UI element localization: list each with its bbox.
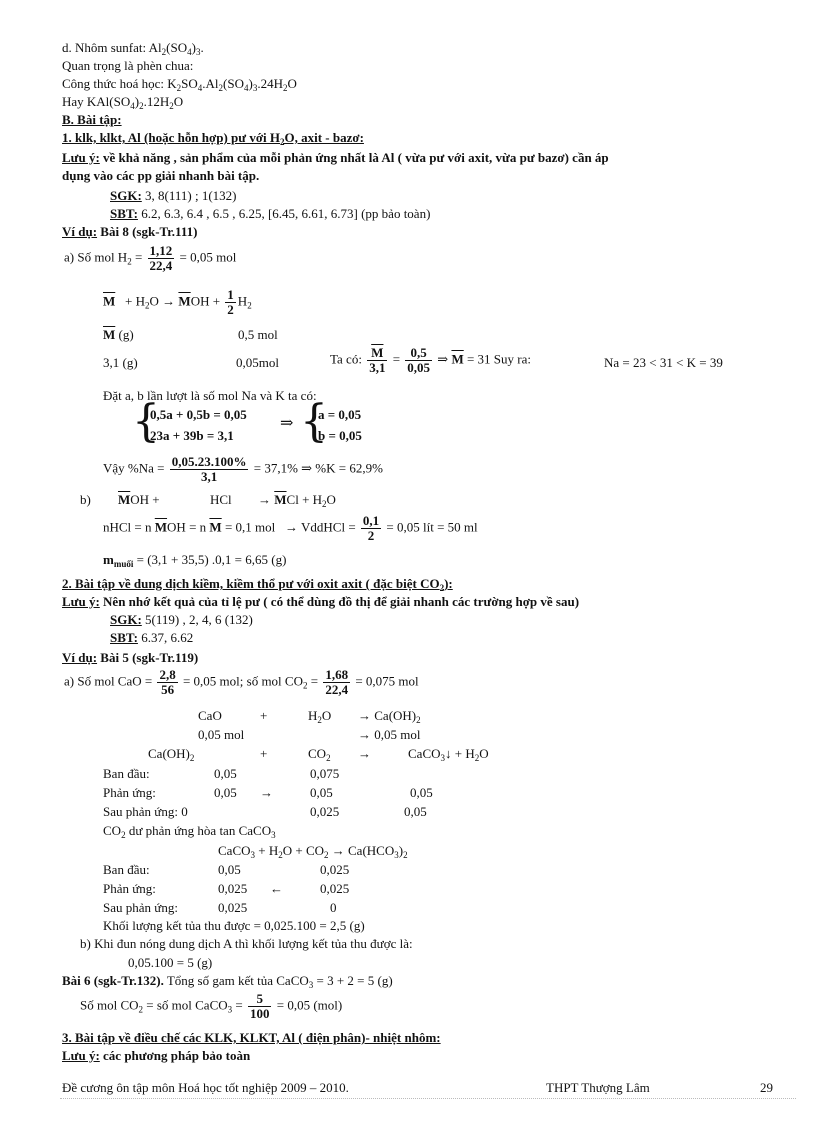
s1-sol-b: b = 0,05 [318,428,362,443]
brace-left-2: { [300,396,328,447]
s2-plus-2: + [260,746,268,761]
s2-caoh2-product: → $Ca(OH)_2$ [358,708,421,725]
s1-b-reactant: $\overline{M}OH$ + [118,492,160,507]
line-alum-formula: Công thức hoá học: $K_2SO_4.Al_2(SO_4)_3.24H_2O$ [62,76,297,93]
s2-caoh2-reactant: $Ca(OH)_2$ [148,746,195,763]
section-b-heading: B. Bài tập: [62,112,122,127]
s1-percent: Vậy %Na = $\frac{0,05.23.100\%}{3,1}$ = 37,1% ⇒ %K = 62,9% [103,454,383,484]
s2-precipitate-mass: Khối lượng kết tủa thu được = 0,025.100 = 2,5 (g) [103,918,365,933]
s2-arrow-1: → [358,746,371,761]
s1-ratio: Ta có: $\frac{\overline{M}}{3,1}$ = $\frac{0,5}{0,05}$ ⇒ $\overline{M} = 31$ Suy ra: [330,345,531,375]
s2-cao: CaO [198,708,222,723]
s1-mol-005: 0,05mol [236,355,279,370]
s2-mol-caoh2: → 0,05 mol [358,727,421,742]
section-1-sbt: SBT: 6.2, 6.3, 6.4 , 6.5 , 6.25, [6.45, 6.61, 6.73] (pp bảo toàn) [110,206,431,221]
s2-react-label: Phản ứng: [103,785,156,800]
line-alum: Quan trọng là phèn chua: [62,58,194,73]
s2-part-b: b) Khi đun nóng dung dịch A thì khối lượng kết tủa thu được là: [80,936,413,951]
s2b-after-1: 0,025 [218,900,248,915]
s2-initial-2: 0,075 [310,766,340,781]
line-aluminum-sulfate: d. Nhôm sunfat: $Al_2(SO_4)_3$. [62,40,204,57]
s2-initial-label: Ban đầu: [103,766,150,781]
section-2-example: Ví dụ: Bài 5 (sgk-Tr.119) [62,650,199,665]
s1-na-k-range: Na = 23 < 31 < K = 39 [604,355,723,370]
section-1-example: Ví dụ: Bài 8 (sgk-Tr.111) [62,224,198,239]
section-1-note: Lưu ý: về khả năng , sản phẩm của mỗi phản ứng nhất là Al ( vừa pư với axit, vừa pư bazơ) cần áp [62,150,609,165]
s1-mass-31: 3,1 (g) [103,355,138,370]
s2-mol-cao: 0,05 mol [198,727,245,742]
s2b-initial-1: 0,05 [218,862,241,877]
s2-h2o: $H_2O$ [308,708,332,725]
section-2-note: Lưu ý: Nên nhớ kết quả của tỉ lệ pư ( có thể dùng đồ thị để giải nhanh các trường hợp về sau) [62,594,580,609]
s2-react-3: 0,05 [410,785,433,800]
page-number: 29 [760,1080,773,1095]
s1-reaction: $\overline{M} + H_2O \to \overline{M}OH$ + $\frac{1}{2}$ $H_2$ [103,287,252,317]
s2-dissolve-note: $CO_2$ dư phản ứng hòa tan CaCO$_3$ [103,823,276,840]
s2b-react-2: 0,025 [320,881,350,896]
s1-system-eq1: 0,5a + 0,5b = 0,05 [150,407,247,422]
s2-after-3: 0,05 [404,804,427,819]
s2b-react-arrow: ← [270,881,283,896]
s1-system-eq2: 23a + 39b = 3,1 [150,428,234,443]
s2-initial-1: 0,05 [214,766,237,781]
s2b-after-label: Sau phản ứng: [103,900,178,915]
s2-plus-1: + [260,708,268,723]
s2-react-1: 0,05 [214,785,237,800]
s1-nhcl: nHCl = n $\overline{M}OH = n$ $\overline{M} = 0,1$ mol → VddHCl = $\frac{0,1}{2}$ = 0,05 lít = 50 ml [103,513,478,543]
s1-row-g: $\overline{M}$ (g) [103,327,134,342]
s2b-initial-2: 0,025 [320,862,350,877]
section-2-sgk: SGK: 5(119) , 2, 4, 6 (132) [110,612,253,627]
footer-title: Đề cương ôn tập môn Hoá học tốt nghiệp 2009 – 2010. [62,1080,349,1095]
s2-part-b-result: 0,05.100 = 5 (g) [128,955,213,970]
s2-react-2: 0,05 [310,785,333,800]
implies-arrow: ⇒ [280,415,294,432]
section-1-note-cont: dụng vào các pp giải nhanh bài tập. [62,168,260,183]
s1-b-label: b) [80,492,91,507]
s2-bai6-mol: Số mol $CO_2$ = số mol CaCO$_3$ = $\frac{5}{100}$ = 0,05 (mol) [80,991,343,1021]
section-2-title: 2. Bài tập về dung dịch kiềm, kiềm thổ pư với oxit axit ( đặc biệt $CO_2$): [62,576,453,593]
footer-school: THPT Thượng Lâm [546,1080,650,1095]
s1-salt-mass: $m_{muối} = (3,1 + 35,5) .0,1 = 6,65$ (g) [103,552,287,569]
s2-after-2: 0,025 [310,804,340,819]
s2-bai6: Bài 6 (sgk-Tr.132). Tổng số gam kết tủa CaCO$_3$ = 3 + 2 = 5 (g) [62,973,393,990]
s1-b-product: → $\overline{M}Cl + H_2O$ [258,492,336,509]
s2-react-arrow: → [260,785,273,800]
s2-caco3-product: CaCO$_3$↓ + $H_2O$ [408,746,489,763]
section-1-sgk: SGK: 3, 8(111) ; 1(132) [110,188,237,203]
s2b-react-label: Phản ứng: [103,881,156,896]
s2-mol-line: a) Số mol CaO = $\frac{2,8}{56}$ = 0,05 mol; số mol $CO_2$ = $\frac{1,68}{22,4}$ = 0,075 mol [64,667,419,697]
section-3-title: 3. Bài tập về điều chế các KLK, KLKT, Al ( điện phân)- nhiệt nhôm: [62,1030,441,1045]
s2b-after-2: 0 [330,900,337,915]
line-alum-formula-alt: Hay $KAl(SO_4)_2.12H_2O$ [62,94,184,111]
s1-let-ab: Đặt a, b lần lượt là số mol Na và K ta có: [103,388,317,403]
s2b-initial-label: Ban đầu: [103,862,150,877]
s1-b-hcl: HCl [210,492,232,507]
section-2-sbt: SBT: 6.37, 6.62 [110,630,194,645]
s2-after-label: Sau phản ứng: 0 [103,804,188,819]
s1-sol-a: a = 0,05 [318,407,362,422]
s2-bicarbonate-eq: CaCO$_3$ + $H_2O + CO_2 \to Ca(HCO_3)_2$ [218,843,408,860]
section-1-title: 1. klk, klkt, Al (hoặc hỗn hợp) pư với $H_2O$, axit - bazơ: [62,130,364,147]
s1-half-mol: 0,5 mol [238,327,278,342]
s2b-react-1: 0,025 [218,881,248,896]
footer-divider [60,1098,796,1099]
s2-co2: $CO_2$ [308,746,331,763]
s1-mol-h2: a) Số mol $H_2$ = $\frac{1,12}{22,4}$ = 0,05 mol [64,243,237,273]
section-3-note: Lưu ý: các phương pháp bảo toàn [62,1048,251,1063]
brace-left-1: { [132,396,160,447]
